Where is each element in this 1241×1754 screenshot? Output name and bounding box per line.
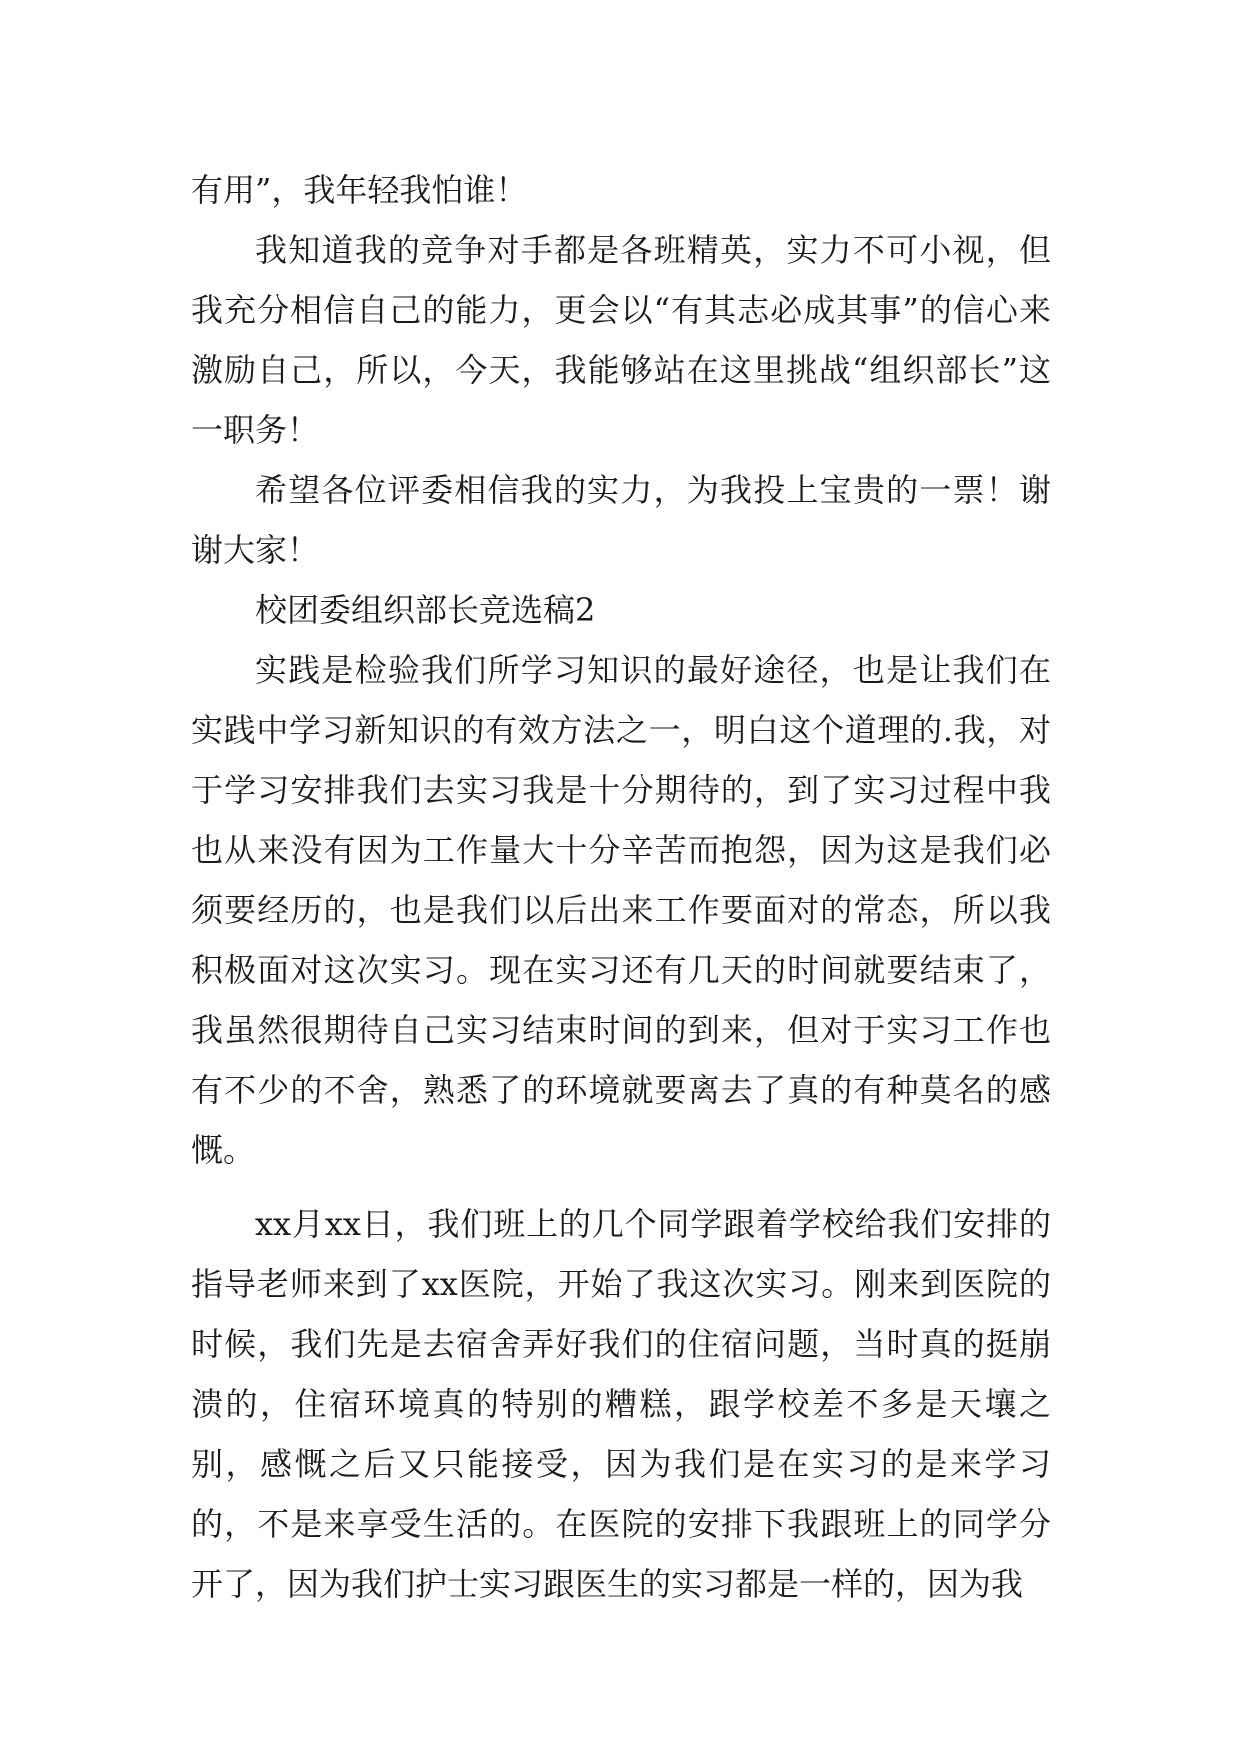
document-body: [191, 160, 1051, 1614]
paragraph-2: 我知道我的竞争对手都是各班精英，实力不可小视，但我充分相信自己的能力，更会以“有其志必成其事”的信心来激励自己，所以，今天，我能够站在这里挑战“组织部长”这一职务！: [191, 231, 1051, 449]
paragraph-5: 实践是检验我们所学习知识的最好途径，也是让我们在实践中学习新知识的有效方法之一，明白这个道理的.我，对于学习安排我们去实习我是十分期待的，到了实习过程中我也从来没有因为工作量大十分辛苦而抱怨，因为这是我们必须要经历的，也是我们以后出来工作要面对的常态，所以我积极面对这次实习。现在实习还有几天的时间就要结束了，我虽然很期待自己实习结束时间的到来，但对于实习工作也有不少的不舍，熟悉了的环境就要离去了真的有种莫名的感慨。: [191, 651, 1051, 1169]
section-heading: 校团委组织部长竞选稿2: [255, 591, 596, 629]
paragraph-3: 希望各位评委相信我的实力，为我投上宝贵的一票！谢谢大家！: [191, 471, 1051, 569]
paragraph-6: xx月xx日，我们班上的几个同学跟着学校给我们安排的指导老师来到了xx医院，开始了我这次实习。刚来到医院的时候，我们先是去宿舍弄好我们的住宿问题，当时真的挺崩溃的，住宿环境真的特别的糟糕，跟学校差不多是天壤之别，感慨之后又只能接受，因为我们是在实习的是来学习的，不是来享受生活的。在医院的安排下我跟班上的同学分开了，因为我们护士实习跟医生的实习都是一样的，因为我: [191, 1205, 1051, 1603]
paragraph-1: 有用”，我年轻我怕谁！: [191, 171, 528, 209]
